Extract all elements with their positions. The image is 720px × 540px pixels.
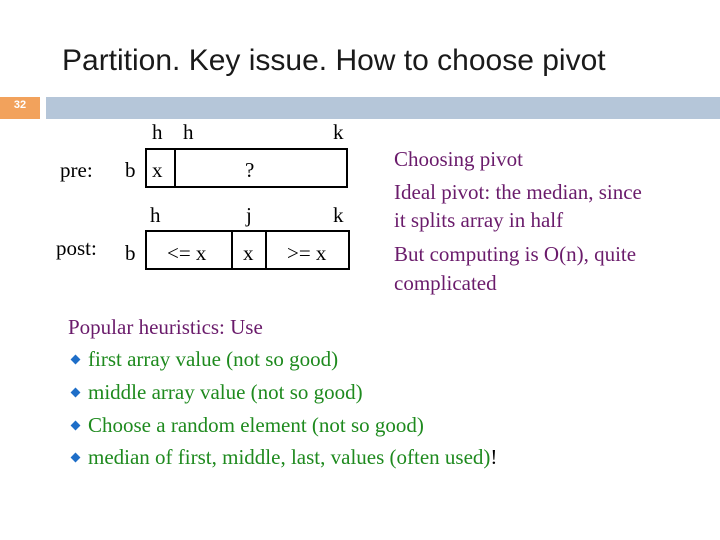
list-item	[72, 445, 497, 470]
note-line-4: But computing is O(n), quite	[394, 242, 637, 266]
pre-index-h1: h	[152, 120, 163, 144]
post-label: post:	[56, 236, 97, 260]
heuristics-intro: Popular heuristics: Use	[68, 315, 263, 339]
post-index-j: j	[246, 203, 252, 227]
post-b: b	[125, 241, 136, 265]
diamond-bullet-icon	[71, 388, 81, 398]
post-divider-x	[265, 230, 267, 270]
note-line-3: it splits array in half	[394, 208, 564, 232]
list-item-text: Choose a random element (not so good)	[88, 413, 424, 437]
diamond-bullet-icon	[71, 453, 81, 463]
post-x: x	[243, 241, 254, 265]
note-line-2: Ideal pivot: the median, since	[394, 180, 642, 204]
list-item	[72, 380, 363, 405]
list-item	[72, 413, 424, 438]
exclamation-mark: !	[490, 445, 498, 469]
pre-index-h2: h	[183, 120, 194, 144]
note-line-1: Choosing pivot	[394, 147, 523, 171]
list-item-text: first array value (not so good)	[88, 347, 339, 371]
list-item-text: middle array value (not so good)	[88, 380, 363, 404]
pre-divider	[174, 148, 176, 188]
header-bar	[46, 97, 720, 119]
post-divider-right	[348, 230, 350, 270]
post-index-h: h	[150, 203, 161, 227]
list-item	[72, 347, 338, 372]
slide-title: Partition. Key issue. How to choose pivot	[62, 44, 606, 77]
pre-x: x	[152, 158, 163, 182]
post-array-bottom-border	[145, 268, 350, 270]
post-divider-le	[231, 230, 233, 270]
pre-index-k: k	[333, 120, 344, 144]
pre-label: pre:	[60, 158, 93, 182]
pre-unknown: ?	[245, 158, 255, 182]
slide-number: 32	[13, 99, 27, 111]
diamond-bullet-icon	[71, 421, 81, 431]
pre-b: b	[125, 158, 136, 182]
post-index-k: k	[333, 203, 344, 227]
post-greater-equal: >= x	[287, 241, 327, 265]
post-divider-left	[145, 230, 147, 270]
post-array-top-border	[145, 230, 350, 232]
note-line-5: complicated	[394, 271, 497, 295]
diamond-bullet-icon	[71, 355, 81, 365]
list-item-text: median of first, middle, last, values (often used)	[88, 445, 491, 469]
post-less-equal: <= x	[167, 241, 207, 265]
